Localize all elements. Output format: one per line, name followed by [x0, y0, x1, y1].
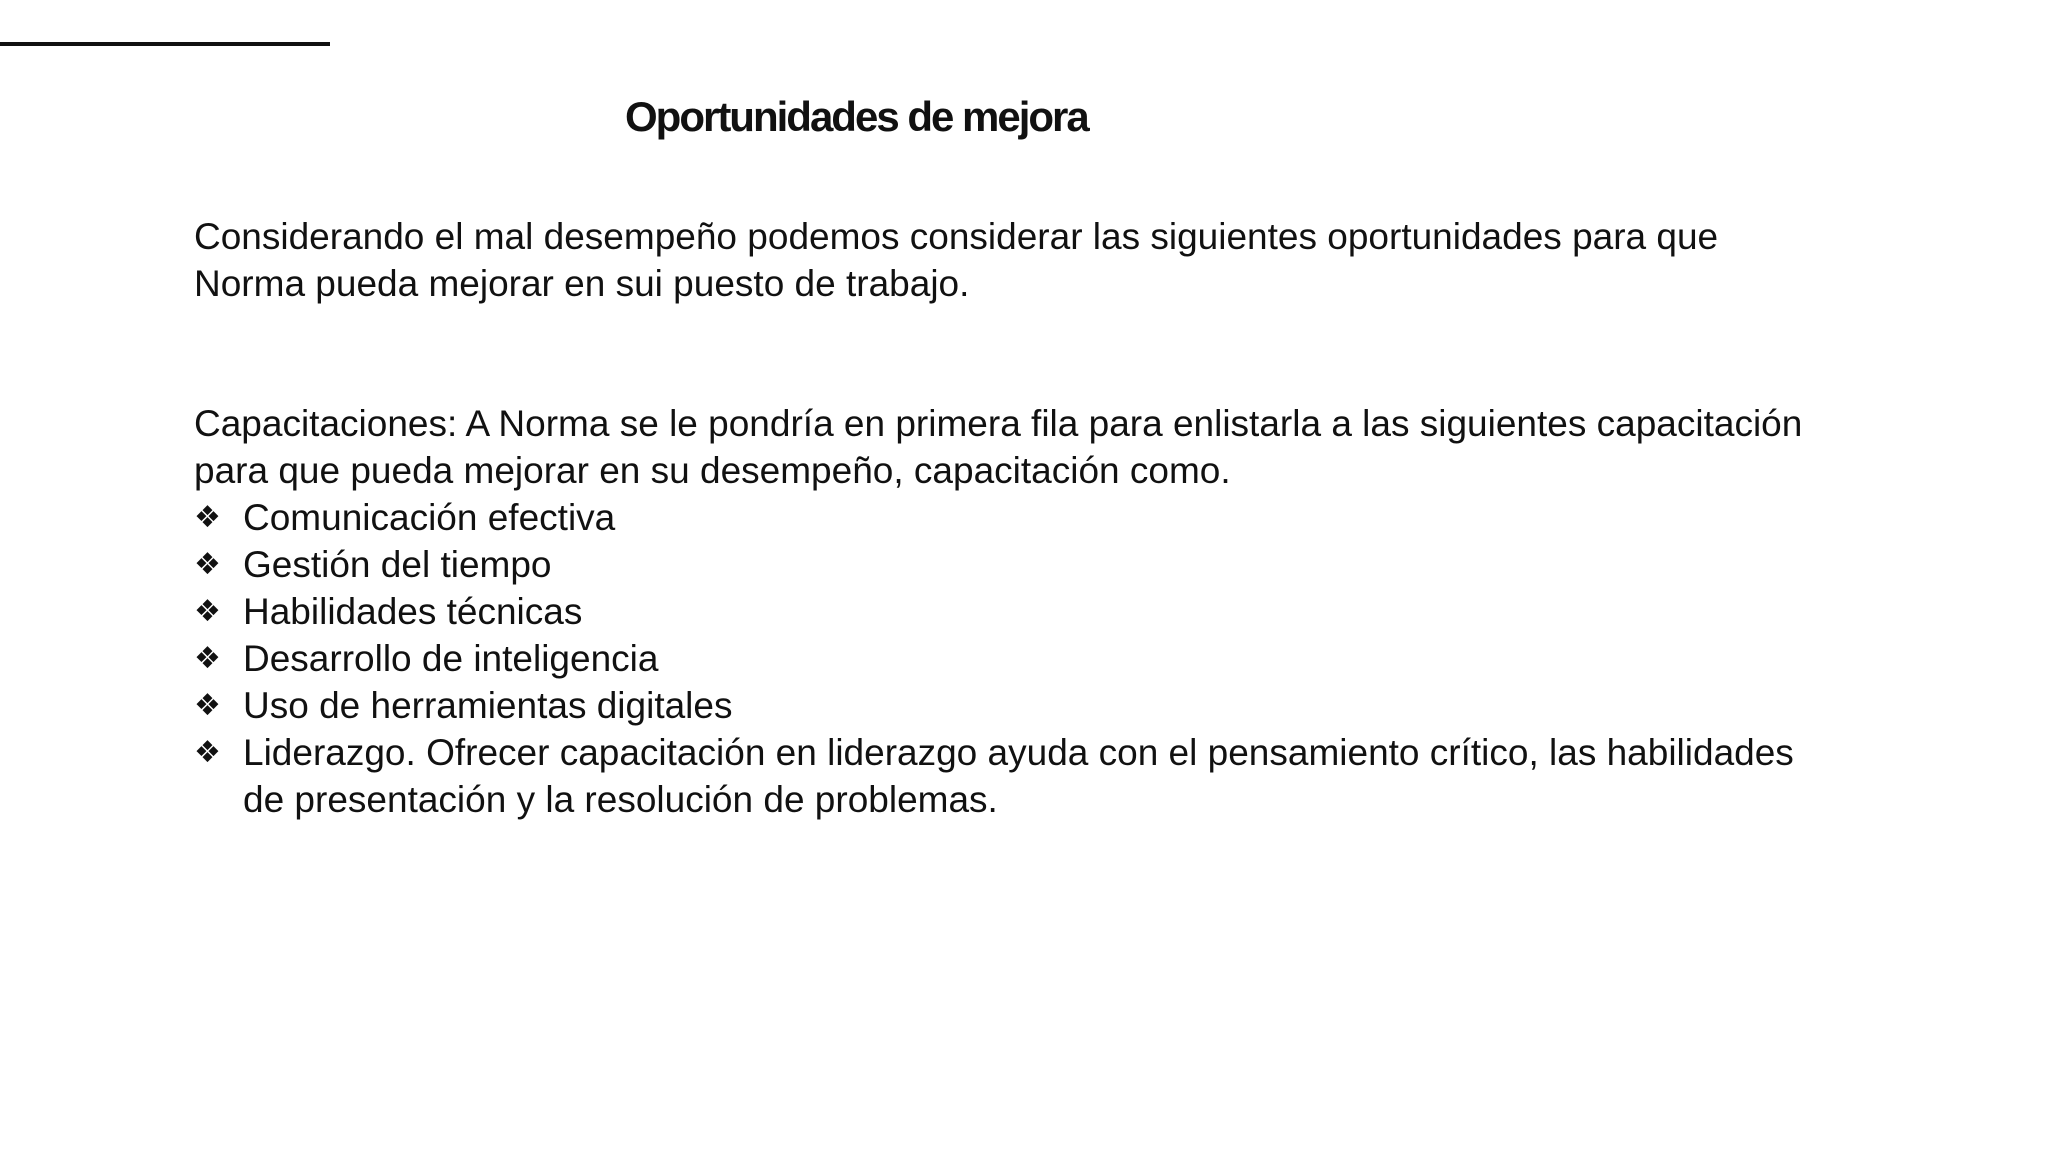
- list-item-text: Habilidades técnicas: [243, 591, 583, 632]
- top-divider: [0, 42, 330, 46]
- training-list: [194, 494, 1814, 823]
- list-item: [194, 682, 1814, 729]
- list-item-text: Uso de herramientas digitales: [243, 685, 733, 726]
- capacitaciones-paragraph: Capacitaciones: A Norma se le pondría en primera fila para enlistarla a las siguientes capacitación para que pueda mejorar en su desempeño, capacitación como.: [194, 403, 1803, 491]
- list-item-text: Comunicación efectiva: [243, 497, 616, 538]
- list-item: [194, 635, 1814, 682]
- diamond-bullet-icon: ❖: [194, 547, 221, 582]
- list-item: [194, 588, 1814, 635]
- list-item: [194, 729, 1814, 823]
- slide-title: Oportunidades de mejora: [625, 93, 1088, 140]
- list-item-text: Gestión del tiempo: [243, 544, 552, 585]
- list-item: [194, 494, 1814, 541]
- list-item: [194, 541, 1814, 588]
- diamond-bullet-icon: ❖: [194, 641, 221, 676]
- diamond-bullet-icon: ❖: [194, 688, 221, 723]
- list-item-text: Desarrollo de inteligencia: [243, 638, 659, 679]
- diamond-bullet-icon: ❖: [194, 735, 221, 770]
- diamond-bullet-icon: ❖: [194, 500, 221, 535]
- diamond-bullet-icon: ❖: [194, 594, 221, 629]
- list-item-text: Liderazgo. Ofrecer capacitación en liderazgo ayuda con el pensamiento crítico, las habilidades de presentación y la resolución de problemas.: [243, 732, 1794, 820]
- intro-paragraph: Considerando el mal desempeño podemos considerar las siguientes oportunidades para que Norma pueda mejorar en sui puesto de trabajo.: [194, 216, 1719, 304]
